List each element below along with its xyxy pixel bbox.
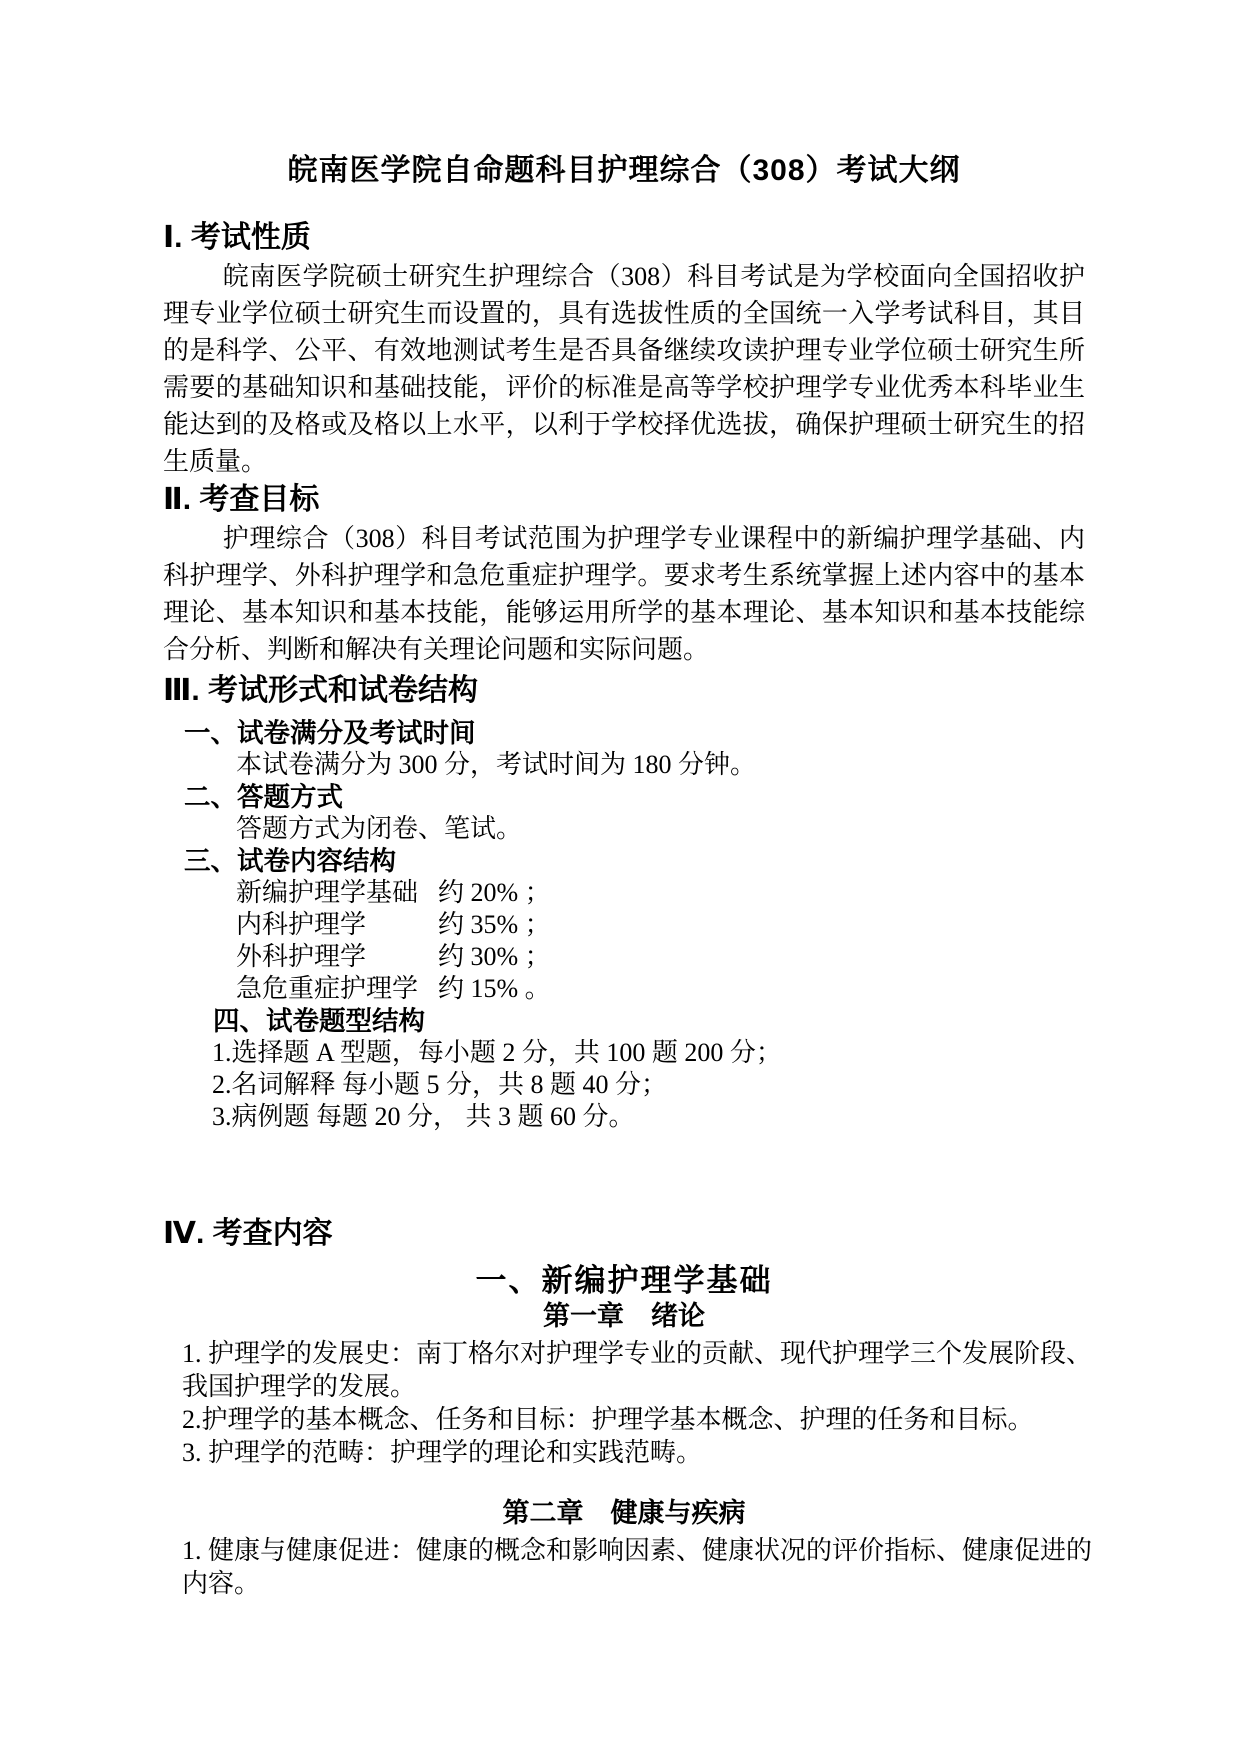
content-structure-row xyxy=(236,877,1085,909)
subject-label: 新编护理学基础 xyxy=(236,878,419,907)
paragraph-line: 理论、基本知识和基本技能，能够运用所学的基本理论、基本知识和基本技能综 xyxy=(163,598,1085,627)
chapter-item-line: 我国护理学的发展。 xyxy=(182,1372,417,1401)
question-type-item: 1.选择题 A 型题，每小题 2 分，共 100 题 200 分； xyxy=(212,1038,782,1067)
paragraph-line: 理专业学位硕士研究生而设置的，具有选拔性质的全国统一入学考试科目，其目 xyxy=(163,299,1085,328)
sub-heading-2: 二、答题方式 xyxy=(184,782,343,812)
section-1-paragraph xyxy=(163,258,1085,480)
section-1-heading: Ⅰ. 考试性质 xyxy=(163,221,311,254)
part-1-heading: 一、新编护理学基础 xyxy=(475,1263,773,1298)
sub-heading-3: 三、试卷内容结构 xyxy=(184,846,396,876)
chapter-item-line: 1. 护理学的发展史：南丁格尔对护理学专业的贡献、现代护理学三个发展阶段、 xyxy=(182,1339,1093,1368)
chapter-1-heading: 第一章 绪论 xyxy=(543,1301,705,1331)
document-content xyxy=(163,150,1093,1600)
paragraph-line: 需要的基础知识和基础技能，评价的标准是高等学校护理学专业优秀本科毕业生 xyxy=(163,373,1085,402)
section-3-body xyxy=(163,717,1085,1133)
paragraph-line: 的是科学、公平、有效地测试考生是否具备继续攻读护理专业学位硕士研究生所 xyxy=(163,336,1085,365)
chapter-item-line: 内容。 xyxy=(182,1569,261,1598)
sub-heading-4: 四、试卷题型结构 xyxy=(213,1006,425,1036)
content-structure-row xyxy=(236,941,1085,973)
subject-label: 外科护理学 xyxy=(236,942,367,971)
section-4-heading: Ⅳ. 考查内容 xyxy=(163,1217,333,1250)
paragraph-line: 能达到的及格或及格以上水平，以利于学校择优选拔，确保护理硕士研究生的招 xyxy=(163,410,1085,439)
paragraph-line: 生质量。 xyxy=(163,447,268,476)
chapter-item-line: 1. 健康与健康促进：健康的概念和影响因素、健康状况的评价指标、健康促进的 xyxy=(182,1536,1093,1565)
question-type-item: 3.病例题 每题 20 分， 共 3 题 60 分。 xyxy=(212,1102,635,1131)
section-2-heading: Ⅱ. 考查目标 xyxy=(163,483,320,516)
sub-heading-1: 一、试卷满分及考试时间 xyxy=(184,718,476,748)
section-2-paragraph xyxy=(163,520,1085,668)
page-title: 皖南医学院自命题科目护理综合（308）考试大纲 xyxy=(287,154,961,187)
sub-body-2: 答题方式为闭卷、笔试。 xyxy=(236,814,523,843)
subject-label: 内科护理学 xyxy=(236,910,367,939)
content-structure-row xyxy=(236,909,1085,941)
chapter-2-heading: 第二章 健康与疾病 xyxy=(502,1498,746,1528)
subject-percentage: 约 15% 。 xyxy=(438,974,551,1003)
paragraph-line: 科护理学、外科护理学和急危重症护理学。要求考生系统掌握上述内容中的基本 xyxy=(163,561,1085,590)
chapter-item-line: 3. 护理学的范畴：护理学的理论和实践范畴。 xyxy=(182,1438,703,1467)
subject-percentage: 约 30% ； xyxy=(438,942,551,971)
subject-label: 急危重症护理学 xyxy=(236,974,419,1003)
chapter-item-line: 2.护理学的基本概念、任务和目标：护理学基本概念、护理的任务和目标。 xyxy=(182,1405,1034,1434)
subject-percentage: 约 35% ； xyxy=(438,910,551,939)
paragraph-line: 皖南医学院硕士研究生护理综合（308）科目考试是为学校面向全国招收护 xyxy=(222,262,1085,291)
paragraph-line: 合分析、判断和解决有关理论问题和实际问题。 xyxy=(163,635,710,664)
paragraph-line: 护理综合（308）科目考试范围为护理学专业课程中的新编护理学基础、内 xyxy=(222,524,1085,553)
chapter-2-items xyxy=(163,1534,1093,1600)
question-type-item: 2.名词解释 每小题 5 分，共 8 题 40 分； xyxy=(212,1070,668,1099)
chapter-1-items xyxy=(163,1337,1093,1469)
subject-percentage: 约 20% ； xyxy=(438,878,551,907)
section-3-heading: Ⅲ. 考试形式和试卷结构 xyxy=(163,674,479,707)
sub-body-1: 本试卷满分为 300 分，考试时间为 180 分钟。 xyxy=(236,750,757,779)
content-structure-row xyxy=(236,973,1085,1005)
